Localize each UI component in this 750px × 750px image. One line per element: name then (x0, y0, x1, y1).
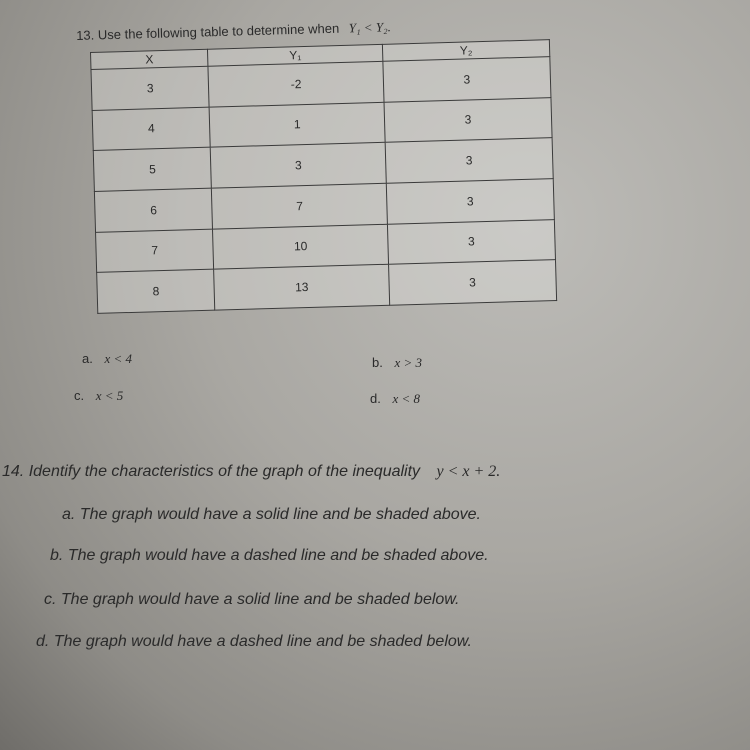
table-cell: 3 (388, 260, 556, 305)
table-cell: 3 (383, 57, 551, 102)
option-letter: c. (74, 388, 85, 403)
table-cell: -2 (208, 61, 383, 107)
table-cell: 1 (210, 102, 385, 148)
option-text: x < 8 (392, 391, 421, 406)
option-text: x < 5 (95, 388, 124, 403)
table-cell: 5 (93, 147, 212, 191)
question-14-option-a[interactable] (62, 506, 481, 524)
option-text: The graph would have a dashed line and be shaded below. (53, 633, 472, 650)
question-14-option-c[interactable] (44, 591, 459, 609)
question-14-text: Identify the characteristics of the graph of the inequality (28, 463, 421, 480)
option-letter: a. (62, 506, 76, 523)
option-letter: d. (36, 633, 50, 650)
question-13-text: Use the following table to determine when (97, 20, 340, 43)
option-text: x > 3 (394, 355, 423, 370)
column-header-y2: Y₂ (382, 40, 550, 62)
option-letter: d. (370, 391, 381, 406)
column-header-y1: Y₁ (208, 44, 383, 66)
table-cell: 3 (386, 179, 554, 224)
table-cell: 6 (94, 188, 213, 232)
option-letter: c. (44, 591, 57, 608)
question-14-option-b[interactable] (50, 547, 489, 565)
question-13-option-c[interactable] (74, 388, 123, 404)
question-13-condition: Y₁ < Y₂. (348, 19, 392, 36)
table-cell: 3 (384, 97, 552, 142)
option-text: The graph would have a solid line and be shaded below. (60, 591, 460, 608)
column-header-x: X (91, 49, 209, 69)
question-14-option-d[interactable] (36, 633, 472, 651)
table-cell: 13 (214, 265, 389, 311)
question-13-option-b[interactable] (372, 355, 422, 371)
question-13-option-a[interactable] (82, 351, 132, 367)
option-letter: b. (372, 355, 383, 370)
question-13-prompt (76, 19, 391, 44)
question-13-number: 13. (76, 27, 95, 43)
table-cell: 3 (385, 138, 553, 183)
table-cell: 7 (96, 229, 215, 273)
values-table (90, 39, 557, 314)
option-letter: b. (50, 547, 64, 564)
question-14-number: 14. (2, 463, 25, 480)
question-14-prompt (2, 463, 500, 481)
table-cell: 3 (91, 66, 210, 110)
table-cell: 10 (213, 224, 388, 270)
option-letter: a. (82, 351, 93, 366)
question-13-option-d[interactable] (370, 391, 420, 407)
table-cell: 7 (212, 183, 387, 229)
table-cell: 3 (211, 143, 386, 189)
question-14-inequality: y < x + 2. (436, 463, 501, 480)
option-text: The graph would have a solid line and be shaded above. (79, 506, 481, 523)
table-cell: 4 (92, 107, 211, 151)
option-text: The graph would have a dashed line and be shaded above. (67, 547, 489, 564)
option-text: x < 4 (104, 351, 133, 366)
table-cell: 8 (97, 269, 216, 313)
table-cell: 3 (387, 219, 555, 264)
